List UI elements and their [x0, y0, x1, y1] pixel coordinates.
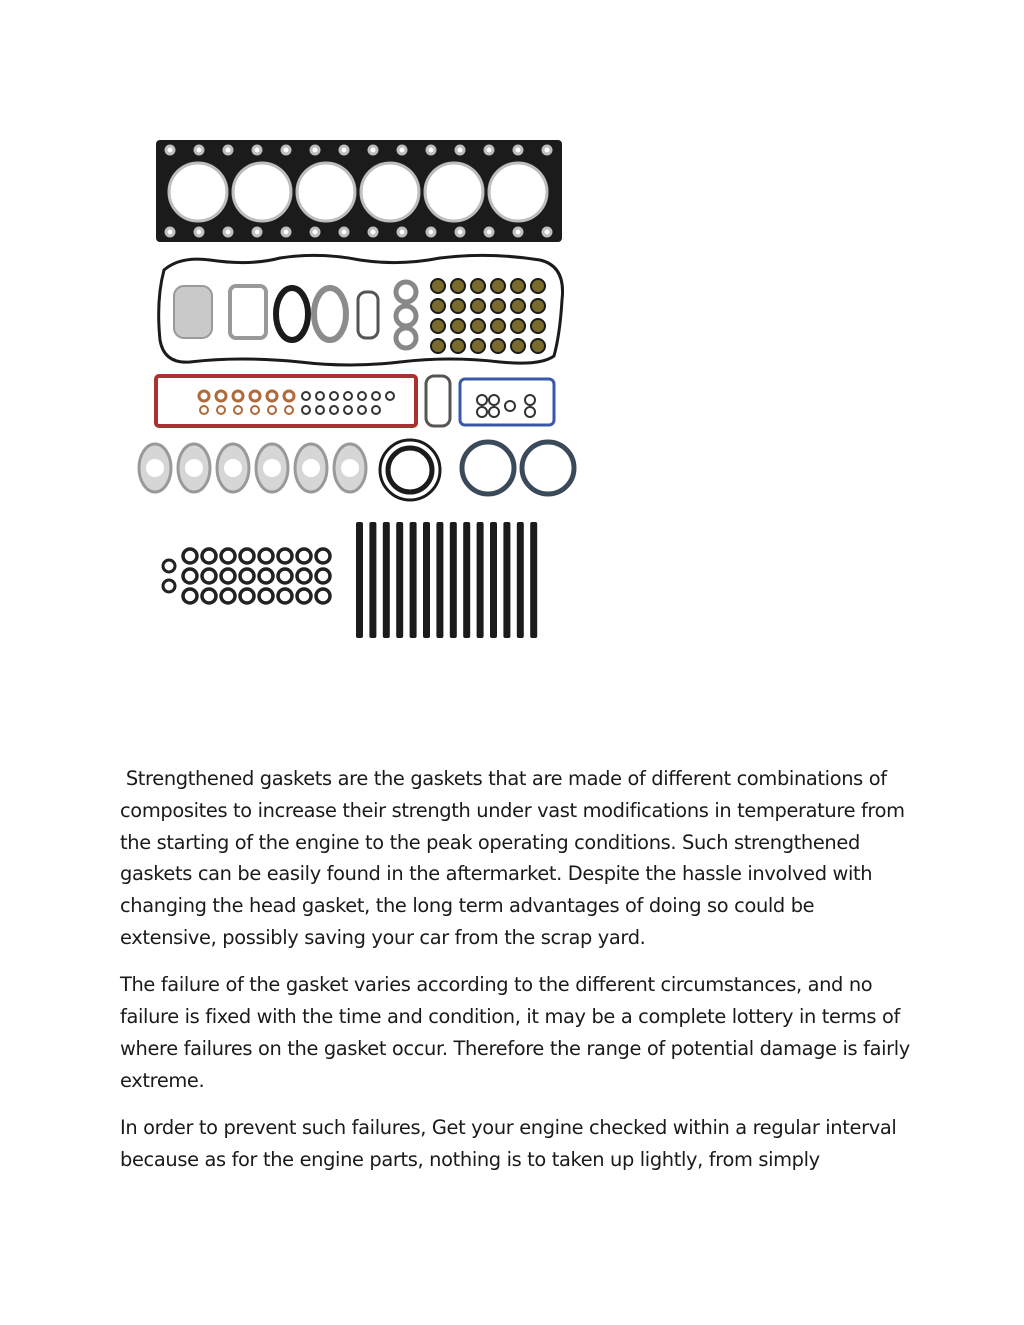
valve-stem-seal	[531, 339, 545, 353]
cylinder-bore	[169, 163, 227, 221]
head-stud	[369, 522, 376, 638]
bolt-hole	[398, 228, 406, 236]
injector-o-ring	[297, 589, 311, 603]
copper-washer	[216, 391, 226, 401]
paragraph-2: The failure of the gasket varies according to the different circumstances, and no failure is fixed with the time and condition, it may be a complete lottery in terms of where failures on the gasket occur. Therefore the range of potential damage is fairly extreme.	[120, 973, 916, 1092]
seal-ring	[396, 306, 416, 326]
port-hole	[185, 459, 203, 477]
o-ring	[372, 392, 380, 400]
o-ring	[386, 392, 394, 400]
head-stud	[517, 522, 524, 638]
injector-o-ring	[202, 549, 216, 563]
injector-o-ring	[240, 549, 254, 563]
head-stud	[396, 522, 403, 638]
valve-stem-seal	[511, 279, 525, 293]
valve-stem-seal	[451, 299, 465, 313]
housing-gasket	[522, 442, 574, 494]
copper-washer	[217, 406, 225, 414]
cylinder-bore	[425, 163, 483, 221]
injector-o-ring	[316, 589, 330, 603]
port-hole	[302, 459, 320, 477]
bolt-hole	[195, 146, 203, 154]
head-stud	[503, 522, 510, 638]
o-ring	[316, 406, 324, 414]
valve-stem-seal	[471, 279, 485, 293]
bolt-hole	[311, 146, 319, 154]
injector-o-ring	[221, 569, 235, 583]
bolt-hole	[427, 228, 435, 236]
valve-stem-seal	[471, 319, 485, 333]
o-ring	[525, 407, 535, 417]
paragraph-1: Strengthened gaskets are the gaskets that are made of different combinations of composites to increase their strength under vast modifications in temperature from the starting of the engine to the peak operating conditions. Such strengthened gaskets can be easily found in the aftermarket. Despite the hassle involved with changing the head gasket, the long term advantages of doing so could be extensive, possibly saving your car from the scrap yard.	[120, 767, 911, 949]
head-stud	[423, 522, 430, 638]
bolt-hole	[369, 228, 377, 236]
injector-o-ring	[278, 589, 292, 603]
bolt-hole	[514, 146, 522, 154]
injector-o-ring	[163, 580, 175, 592]
cylinder-bore	[297, 163, 355, 221]
gasket-set-photo	[120, 120, 592, 656]
valve-stem-seal	[511, 319, 525, 333]
injector-o-ring	[278, 569, 292, 583]
valve-stem-seal	[491, 339, 505, 353]
valve-stem-seal	[531, 319, 545, 333]
valve-stem-seal	[531, 299, 545, 313]
port-hole	[146, 459, 164, 477]
o-ring	[489, 407, 499, 417]
o-ring	[489, 395, 499, 405]
port-hole	[263, 459, 281, 477]
head-gasket	[156, 140, 562, 242]
injector-o-ring	[221, 589, 235, 603]
o-ring	[302, 406, 310, 414]
valve-stem-seal	[491, 279, 505, 293]
copper-washer	[268, 406, 276, 414]
o-ring	[358, 406, 366, 414]
o-ring	[302, 392, 310, 400]
bolt-hole	[456, 146, 464, 154]
bolt-hole	[166, 228, 174, 236]
o-ring	[372, 406, 380, 414]
bolt-hole	[485, 228, 493, 236]
valve-stem-seal	[431, 299, 445, 313]
small-cover-gasket	[426, 376, 450, 426]
copper-washer	[234, 406, 242, 414]
valve-stem-seal	[451, 319, 465, 333]
copper-washer	[250, 391, 260, 401]
bolt-hole	[224, 228, 232, 236]
bolt-hole	[485, 146, 493, 154]
bolt-hole	[340, 146, 348, 154]
bolt-hole	[253, 146, 261, 154]
bolt-hole	[166, 146, 174, 154]
bolt-hole	[311, 228, 319, 236]
egr-gasket	[276, 288, 308, 340]
o-ring	[330, 392, 338, 400]
valve-stem-seal	[431, 319, 445, 333]
bolt-hole	[543, 228, 551, 236]
injector-o-ring	[221, 549, 235, 563]
injector-o-ring	[240, 589, 254, 603]
head-stud	[463, 522, 470, 638]
valve-stem-seal	[511, 339, 525, 353]
valve-stem-seal	[431, 339, 445, 353]
valve-stem-seal	[491, 299, 505, 313]
injector-o-ring	[259, 549, 273, 563]
port-hole	[224, 459, 242, 477]
copper-washer	[233, 391, 243, 401]
o-ring	[477, 407, 487, 417]
o-ring	[358, 392, 366, 400]
o-ring	[477, 395, 487, 405]
head-stud	[477, 522, 484, 638]
valve-stem-seal	[471, 339, 485, 353]
valve-stem-seal	[491, 319, 505, 333]
o-ring	[316, 392, 324, 400]
o-ring	[344, 406, 352, 414]
injector-o-ring	[183, 569, 197, 583]
injector-o-ring	[163, 560, 175, 572]
bolt-hole	[398, 146, 406, 154]
bolt-hole	[224, 146, 232, 154]
paragraph-3: In order to prevent such failures, Get your engine checked within a regular interval because as for the engine parts, nothing is to taken up lightly, from simply	[120, 1115, 903, 1171]
exhaust-gasket	[174, 286, 212, 338]
o-ring	[344, 392, 352, 400]
seal-ring	[396, 282, 416, 302]
valve-stem-seal	[511, 299, 525, 313]
bolt-hole	[253, 228, 261, 236]
injector-o-ring	[183, 549, 197, 563]
valve-stem-seal	[531, 279, 545, 293]
bolt-hole	[282, 146, 290, 154]
injector-o-ring	[259, 569, 273, 583]
injector-o-ring	[202, 589, 216, 603]
injector-o-ring	[316, 549, 330, 563]
injector-o-ring	[316, 569, 330, 583]
article-body	[120, 763, 916, 1191]
head-stud	[383, 522, 390, 638]
copper-washer	[267, 391, 277, 401]
bolt-hole	[195, 228, 203, 236]
cylinder-bore	[233, 163, 291, 221]
port-hole	[341, 459, 359, 477]
injector-o-ring	[259, 589, 273, 603]
valve-stem-seal	[431, 279, 445, 293]
bolt-hole	[514, 228, 522, 236]
injector-o-ring	[297, 569, 311, 583]
cylinder-bore	[489, 163, 547, 221]
o-ring	[525, 395, 535, 405]
copper-washer	[200, 406, 208, 414]
cylinder-bore	[361, 163, 419, 221]
o-ring	[505, 401, 515, 411]
egr-gasket	[314, 288, 346, 340]
injector-o-ring	[297, 549, 311, 563]
injector-o-ring	[202, 569, 216, 583]
head-stud	[450, 522, 457, 638]
turbo-gasket	[230, 286, 266, 338]
o-ring	[330, 406, 338, 414]
rear-main-seal	[388, 448, 432, 492]
head-stud	[490, 522, 497, 638]
injector-o-ring	[278, 549, 292, 563]
head-stud	[436, 522, 443, 638]
seal-ring	[396, 328, 416, 348]
head-stud	[410, 522, 417, 638]
bolt-hole	[369, 146, 377, 154]
injector-o-ring	[183, 589, 197, 603]
bolt-hole	[456, 228, 464, 236]
bolt-hole	[282, 228, 290, 236]
housing-gasket	[462, 442, 514, 494]
bolt-hole	[427, 146, 435, 154]
valve-stem-seal	[451, 339, 465, 353]
copper-washer	[285, 406, 293, 414]
bolt-hole	[543, 146, 551, 154]
injector-o-ring	[240, 569, 254, 583]
valve-stem-seal	[471, 299, 485, 313]
head-stud	[356, 522, 363, 638]
copper-washer	[199, 391, 209, 401]
valve-stem-seal	[451, 279, 465, 293]
bolt-hole	[340, 228, 348, 236]
copper-washer	[251, 406, 259, 414]
head-stud	[530, 522, 537, 638]
sensor-gasket	[358, 292, 378, 338]
copper-washer	[284, 391, 294, 401]
